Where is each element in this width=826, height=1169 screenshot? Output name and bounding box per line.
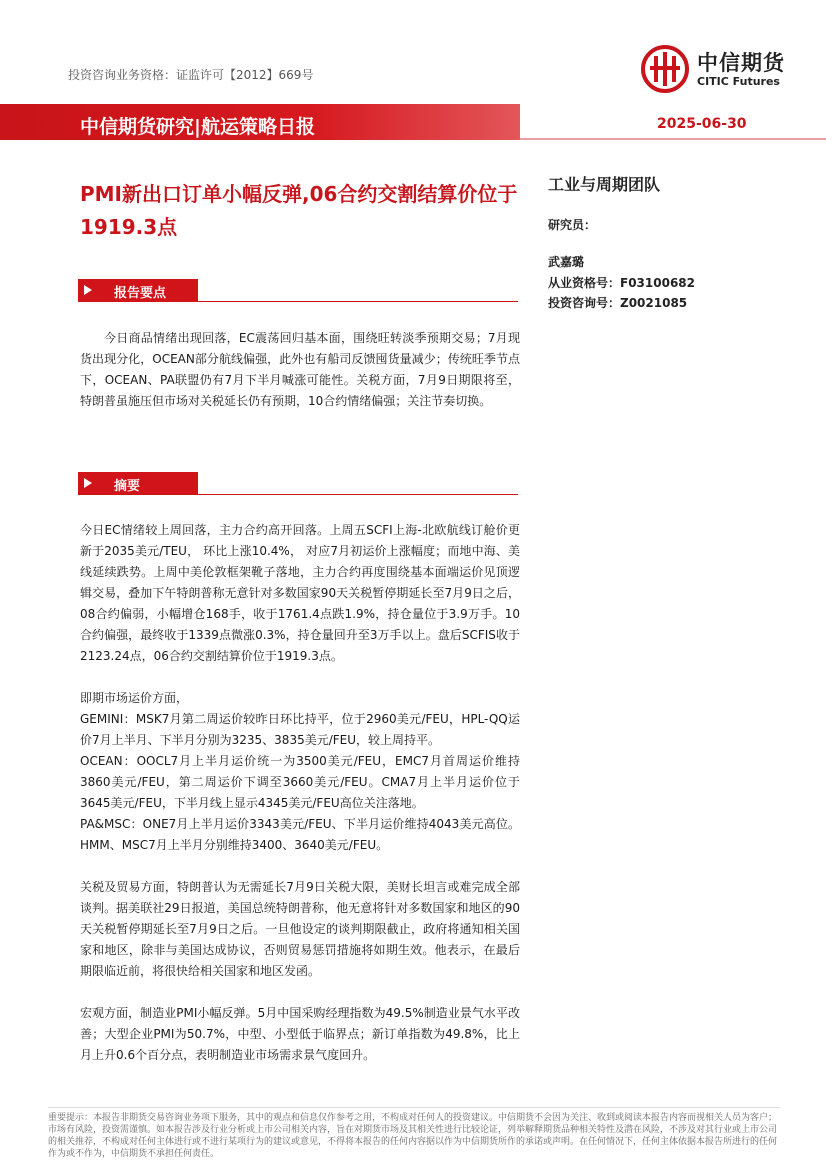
logo-text-en: CITIC Futures: [697, 75, 780, 88]
researcher-label: 研究员：: [548, 218, 597, 232]
section-header-report-points: [78, 279, 518, 303]
headline: PMI新出口订单小幅反弹,06合约交割结算价位于1919.3点: [80, 182, 518, 239]
triangle-icon: [84, 285, 92, 295]
disclaimer: 重要提示：本报告非期货交易咨询业务项下服务，其中的观点和信息仅作参考之用，不构成对任何人的投资建议。中信期货不会因为关注、收到或阅读本报告内容而视相关人员为客户；市场有风险，投资需谨慎。如本报告涉及行业分析或上市公司相关内容，旨在对期货市场及其相关性进行比较论证，列举解释期货品种相关特性及潜在风险，不涉及对其行业或上市公司的相关推荐，不构成对任何主体进行或不进行某项行为的建议或意见，不得将本报告的任何内容据以作为中信期货所作的承诺或声明。在任何情况下，任何主体依据本报告所进行的任何作为或不作为，中信期货不承担任何责任。: [48, 1107, 780, 1160]
spot-gemini: GEMINI：MSK7月第二周运价较昨日环比持平，位于2960美元/FEU，HPL-QQ运价7月上半月、下半月分别为3235、3835美元/FEU，较上周持平。: [80, 712, 520, 747]
tariff-paragraph: 关税及贸易方面，特朗普认为无需延长7月9日关税大限，美财长坦言或难完成全部谈判。据美联社29日报道，美国总统特朗普称，他无意将针对多数国家和地区的90天关税暂停期延长至7月9日之后。一旦他设定的谈判期限截止，政府将通知相关国家和地区，除非与美国达成协议，否则贸易惩罚措施将如期生效。他表示，在最后期限临近前，将很快给相关国家和地区发函。: [80, 880, 520, 978]
cert-number: 从业资格号：F03100682: [548, 276, 695, 290]
spot-pa: PA&MSC：ONE7月上半月运价3343美元/FEU、下半月运价维持4043美元高位。HMM、MSC7月上半月分别维持3400、3640美元/FEU。: [80, 817, 520, 852]
spot-market-title: 即期市场运价方面，: [80, 691, 189, 705]
researcher-name: 武嘉璐: [548, 255, 585, 269]
team-title: 工业与周期团队: [548, 175, 661, 194]
citic-logo-icon: [640, 44, 690, 94]
spot-ocean: OCEAN：OOCL7月上半月运价统一为3500美元/FEU，EMC7月首周运价维持3860美元/FEU，第二周运价下调至3660美元/FEU。CMA7月上半月运价位于3645美元/FEU，下半月线上显示4345美元/FEU高位关注落地。: [80, 754, 520, 810]
summary-body: [80, 520, 520, 1066]
report-points-text: 今日商品情绪出现回落，EC震荡回归基本面，围绕旺转淡季预期交易；7月现货出现分化，OCEAN部分航线偏强，此外也有船司反馈囤货量减少；传统旺季节点下，OCEAN、PA联盟仍有7月下半月喊涨可能性。关税方面，7月9日期限将至，特朗普虽施压但市场对关税延长仍有预期，10合约情绪偏强；关注节奏切换。: [80, 331, 520, 408]
section-label: 报告要点: [114, 286, 167, 301]
summary-paragraph-1: 今日EC情绪较上周回落，主力合约高开回落。上周五SCFI上海-北欧航线订舱价更新于2035美元/TEU， 环比上涨10.4%， 对应7月初运价上涨幅度；而地中海、美线延续跌势。上周中美伦敦框架靴子落地，主力合约再度围绕基本面端运价见顶逻辑交易，叠加下午特朗普称无意针对多数国家90天关税暂停期延长至7月9日之后，08合约偏弱，小幅增仓168手，收于1761.4点跌1.9%，持仓量位于3.9万手。10合约偏强，最终收于1339点微涨0.3%，持仓量回升至3万手以上。盘后SCFIS收于2123.24点，06合约交割结算价位于1919.3点。: [80, 523, 520, 663]
banner-rule: [520, 138, 826, 140]
report-banner: [0, 104, 826, 144]
banner-title: 中信期货研究|航运策略日报: [80, 116, 315, 138]
consult-number: 投资咨询号：Z0021085: [548, 296, 688, 310]
citic-futures-logo: [640, 44, 810, 96]
section-header-summary: [78, 472, 518, 496]
report-date: 2025-06-30: [657, 116, 747, 132]
macro-paragraph: 宏观方面，制造业PMI小幅反弹。5月中国采购经理指数为49.5%制造业景气水平改善；大型企业PMI为50.7%，中型、小型低于临界点；新订单指数为49.8%，比上月上升0.6个百分点，表明制造业市场需求景气度回升。: [80, 1006, 520, 1062]
section-label: 摘要: [114, 479, 141, 494]
qualification-text: 投资咨询业务资格：证监许可【2012】669号: [68, 68, 314, 82]
triangle-icon: [84, 478, 92, 488]
logo-text-cn: 中信期货: [697, 51, 785, 75]
